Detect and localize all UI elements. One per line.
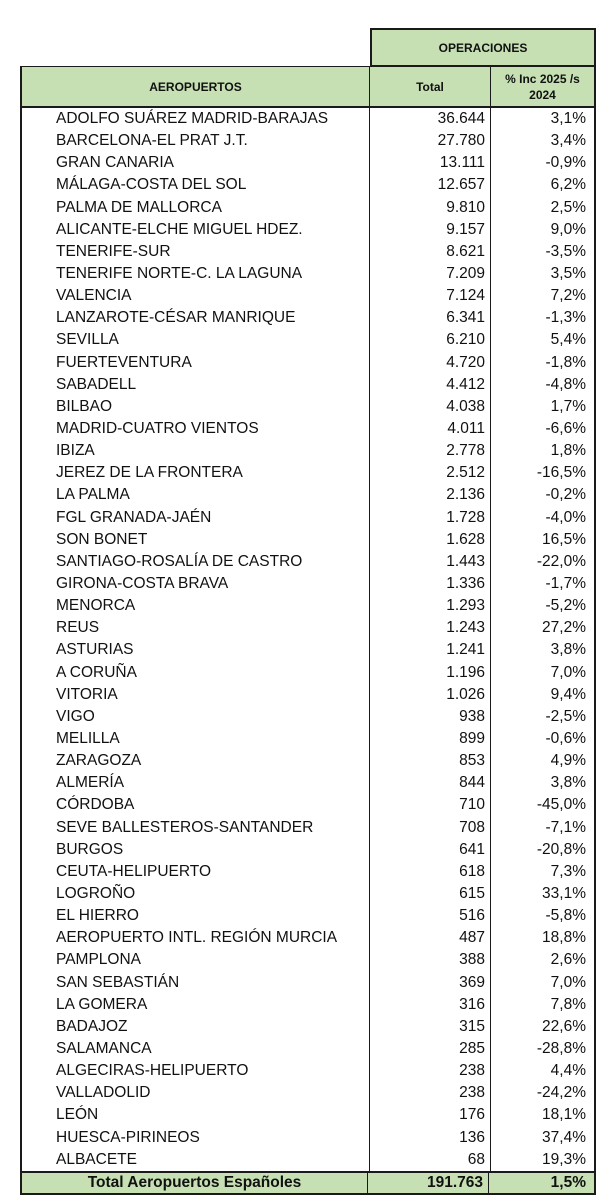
percent-change-cell: 7,0% xyxy=(550,973,586,991)
table-row xyxy=(22,1104,594,1126)
total-cell: 1.336 xyxy=(370,573,491,595)
total-cell: 12.657 xyxy=(370,174,491,196)
percent-change-cell: -0,6% xyxy=(545,730,586,747)
total-cell: 516 xyxy=(370,905,491,927)
table-row xyxy=(22,507,594,529)
total-cell: 2.512 xyxy=(370,462,491,484)
airport-name-cell: ALICANTE-ELCHE MIGUEL HDEZ. xyxy=(22,219,370,241)
airport-name-cell: SANTIAGO-ROSALÍA DE CASTRO xyxy=(22,551,370,573)
airport-name-cell: BILBAO xyxy=(22,396,370,418)
table-row xyxy=(22,108,594,130)
table-row xyxy=(22,529,594,551)
table-row xyxy=(22,750,594,772)
airport-name-cell: LA PALMA xyxy=(22,484,370,506)
total-row-total: 191.763 xyxy=(368,1173,489,1193)
table-row xyxy=(22,197,594,219)
airport-name-cell: SON BONET xyxy=(22,529,370,551)
table-row xyxy=(22,794,594,816)
percent-change-cell: -5,8% xyxy=(545,907,586,925)
column-header-total: Total xyxy=(370,67,491,106)
airport-name-cell: SEVILLA xyxy=(22,329,370,351)
total-cell: 708 xyxy=(370,817,491,839)
airport-name-cell: ALMERÍA xyxy=(22,772,370,794)
percent-change-cell: -22,0% xyxy=(536,552,586,570)
airport-name-cell: TENERIFE NORTE-C. LA LAGUNA xyxy=(22,263,370,285)
airport-name-cell: BARCELONA-EL PRAT J.T. xyxy=(22,130,370,152)
percent-change-cell: 7,0% xyxy=(550,663,586,681)
percent-change-cell: -2,5% xyxy=(545,707,586,725)
airport-name-cell: FGL GRANADA-JAÉN xyxy=(22,507,370,529)
airport-name-cell: MELILLA xyxy=(22,728,370,750)
airport-name-cell: MADRID-CUATRO VIENTOS xyxy=(22,418,370,440)
total-cell: 4.011 xyxy=(370,418,491,440)
airport-name-cell: VALLADOLID xyxy=(22,1082,370,1104)
percent-change-cell: -5,2% xyxy=(545,597,586,615)
table-row xyxy=(22,484,594,506)
percent-change-cell: 9,0% xyxy=(550,220,586,238)
percent-change-cell: 33,1% xyxy=(542,884,586,902)
percent-change-cell: 5,4% xyxy=(550,331,586,349)
airport-name-cell: MÁLAGA-COSTA DEL SOL xyxy=(22,174,370,196)
table-row xyxy=(22,595,594,617)
total-cell: 1.026 xyxy=(370,684,491,706)
total-cell: 7.124 xyxy=(370,285,491,307)
total-cell: 1.196 xyxy=(370,662,491,684)
table-row xyxy=(22,772,594,794)
table-row xyxy=(22,1126,594,1148)
total-cell: 1.241 xyxy=(370,639,491,661)
total-cell: 2.778 xyxy=(370,440,491,462)
percent-change-cell: -0,9% xyxy=(545,154,586,172)
percent-change-cell: 27,2% xyxy=(542,619,586,637)
table-row xyxy=(22,1038,594,1060)
airport-name-cell: JEREZ DE LA FRONTERA xyxy=(22,462,370,484)
airport-name-cell: TENERIFE-SUR xyxy=(22,241,370,263)
total-cell: 4.720 xyxy=(370,352,491,374)
airport-name-cell: VALENCIA xyxy=(22,285,370,307)
airport-name-cell: ALBACETE xyxy=(22,1149,370,1171)
table-body xyxy=(20,108,596,1171)
percent-change-cell: -45,0% xyxy=(536,796,586,814)
total-cell: 938 xyxy=(370,706,491,728)
table-row xyxy=(22,152,594,174)
total-cell: 13.111 xyxy=(370,152,491,174)
total-cell: 2.136 xyxy=(370,484,491,506)
header-spacer xyxy=(20,28,370,66)
table-row xyxy=(22,949,594,971)
percent-change-cell: 1,8% xyxy=(550,442,586,460)
airport-name-cell: SABADELL xyxy=(22,374,370,396)
percent-change-cell: 3,4% xyxy=(550,132,586,150)
percent-change-cell: 6,2% xyxy=(550,176,586,194)
table-row xyxy=(22,374,594,396)
percent-change-cell: 4,4% xyxy=(550,1062,586,1080)
total-cell: 7.209 xyxy=(370,263,491,285)
total-cell: 6.341 xyxy=(370,307,491,329)
total-cell: 27.780 xyxy=(370,130,491,152)
table-row xyxy=(22,706,594,728)
total-cell: 710 xyxy=(370,794,491,816)
table-row xyxy=(22,617,594,639)
total-cell: 6.210 xyxy=(370,329,491,351)
total-cell: 1.293 xyxy=(370,595,491,617)
airport-name-cell: ZARAGOZA xyxy=(22,750,370,772)
percent-change-cell: 19,3% xyxy=(542,1150,586,1168)
table-row xyxy=(22,285,594,307)
airport-name-cell: SALAMANCA xyxy=(22,1038,370,1060)
total-cell: 844 xyxy=(370,772,491,794)
airport-name-cell: VIGO xyxy=(22,706,370,728)
percent-change-cell: -16,5% xyxy=(536,464,586,482)
airport-name-cell: EL HIERRO xyxy=(22,905,370,927)
airport-name-cell: LOGROÑO xyxy=(22,883,370,905)
airport-name-cell: CÓRDOBA xyxy=(22,794,370,816)
percent-change-cell: -24,2% xyxy=(536,1084,586,1102)
table-row xyxy=(22,174,594,196)
total-cell: 9.810 xyxy=(370,197,491,219)
table-row xyxy=(22,1082,594,1104)
table-row xyxy=(22,329,594,351)
table-row xyxy=(22,839,594,861)
airport-name-cell: BURGOS xyxy=(22,839,370,861)
table-row xyxy=(22,396,594,418)
airport-name-cell: VITORIA xyxy=(22,684,370,706)
airport-name-cell: GRAN CANARIA xyxy=(22,152,370,174)
table-row xyxy=(22,263,594,285)
total-cell: 899 xyxy=(370,728,491,750)
table-row xyxy=(22,728,594,750)
operations-group-header: OPERACIONES xyxy=(370,28,596,66)
airport-name-cell: AEROPUERTO INTL. REGIÓN MURCIA xyxy=(22,927,370,949)
percent-change-cell: -1,8% xyxy=(545,353,586,371)
table-row xyxy=(22,1016,594,1038)
table-row xyxy=(22,462,594,484)
percent-change-cell: -3,5% xyxy=(545,242,586,260)
total-cell: 615 xyxy=(370,883,491,905)
total-cell: 388 xyxy=(370,949,491,971)
table-row xyxy=(22,1060,594,1082)
airport-name-cell: SEVE BALLESTEROS-SANTANDER xyxy=(22,817,370,839)
table-row xyxy=(22,905,594,927)
percent-change-cell: -4,0% xyxy=(545,508,586,526)
airport-name-cell: ADOLFO SUÁREZ MADRID-BARAJAS xyxy=(22,108,370,130)
table-row xyxy=(22,927,594,949)
percent-change-cell: 3,5% xyxy=(550,265,586,283)
total-cell: 316 xyxy=(370,994,491,1016)
table-row xyxy=(22,352,594,374)
table-row xyxy=(22,440,594,462)
total-row-label: Total Aeropuertos Españoles xyxy=(22,1173,368,1193)
percent-change-cell: -6,6% xyxy=(545,420,586,438)
airport-name-cell: MENORCA xyxy=(22,595,370,617)
total-row-percent: 1,5% xyxy=(550,1173,586,1191)
table-row xyxy=(22,418,594,440)
percent-change-cell: -20,8% xyxy=(536,840,586,858)
percent-change-cell: -1,3% xyxy=(545,309,586,327)
table-row xyxy=(22,662,594,684)
percent-change-cell: 2,6% xyxy=(550,951,586,969)
table-row xyxy=(22,551,594,573)
table-row xyxy=(22,861,594,883)
percent-change-cell: 3,8% xyxy=(550,774,586,792)
total-cell: 9.157 xyxy=(370,219,491,241)
table-row xyxy=(22,1149,594,1171)
airport-name-cell: PALMA DE MALLORCA xyxy=(22,197,370,219)
percent-change-cell: -4,8% xyxy=(545,375,586,393)
table-row xyxy=(22,817,594,839)
table-row xyxy=(22,994,594,1016)
airport-name-cell: LANZAROTE-CÉSAR MANRIQUE xyxy=(22,307,370,329)
table-row xyxy=(22,130,594,152)
total-cell: 4.412 xyxy=(370,374,491,396)
table-row xyxy=(22,684,594,706)
percent-change-cell: 3,8% xyxy=(550,641,586,659)
total-cell: 1.243 xyxy=(370,617,491,639)
percent-change-cell: -28,8% xyxy=(536,1039,586,1057)
percent-change-cell: 7,3% xyxy=(550,862,586,880)
percent-change-cell: 18,8% xyxy=(542,929,586,947)
table-header-group-row xyxy=(20,28,596,66)
percent-change-cell: 18,1% xyxy=(542,1106,586,1124)
percent-change-cell: 37,4% xyxy=(542,1128,586,1146)
airport-name-cell: ALGECIRAS-HELIPUERTO xyxy=(22,1060,370,1082)
total-cell: 641 xyxy=(370,839,491,861)
total-cell: 285 xyxy=(370,1038,491,1060)
airport-name-cell: IBIZA xyxy=(22,440,370,462)
percent-change-cell: -1,7% xyxy=(545,575,586,593)
percent-change-cell: 4,9% xyxy=(550,752,586,770)
total-cell: 8.621 xyxy=(370,241,491,263)
total-cell: 68 xyxy=(370,1149,491,1171)
airport-name-cell: CEUTA-HELIPUERTO xyxy=(22,861,370,883)
total-cell: 315 xyxy=(370,1016,491,1038)
airport-name-cell: HUESCA-PIRINEOS xyxy=(22,1126,370,1148)
airport-name-cell: LEÓN xyxy=(22,1104,370,1126)
table-row xyxy=(22,241,594,263)
airport-name-cell: LA GOMERA xyxy=(22,994,370,1016)
total-cell: 176 xyxy=(370,1104,491,1126)
airport-operations-table xyxy=(20,28,596,1195)
airport-name-cell: FUERTEVENTURA xyxy=(22,352,370,374)
percent-change-cell: 9,4% xyxy=(550,685,586,703)
total-cell: 369 xyxy=(370,971,491,993)
table-row xyxy=(22,883,594,905)
table-row xyxy=(22,573,594,595)
table-row xyxy=(22,639,594,661)
total-cell: 238 xyxy=(370,1082,491,1104)
airport-name-cell: SAN SEBASTIÁN xyxy=(22,971,370,993)
table-row xyxy=(22,971,594,993)
airport-name-cell: ASTURIAS xyxy=(22,639,370,661)
total-cell: 1.443 xyxy=(370,551,491,573)
column-header-airports: AEROPUERTOS xyxy=(22,67,370,106)
airport-name-cell: REUS xyxy=(22,617,370,639)
airport-name-cell: A CORUÑA xyxy=(22,662,370,684)
column-header-percent-change: % Inc 2025 /s 2024 xyxy=(505,71,580,102)
total-cell: 238 xyxy=(370,1060,491,1082)
percent-change-cell: 7,8% xyxy=(550,995,586,1013)
airport-name-cell: PAMPLONA xyxy=(22,949,370,971)
table-row xyxy=(22,307,594,329)
percent-change-cell: 16,5% xyxy=(542,530,586,548)
percent-change-cell: 1,7% xyxy=(550,397,586,415)
airport-name-cell: GIRONA-COSTA BRAVA xyxy=(22,573,370,595)
percent-change-cell: 2,5% xyxy=(550,198,586,216)
percent-change-cell: 22,6% xyxy=(542,1017,586,1035)
total-cell: 1.628 xyxy=(370,529,491,551)
table-header-row xyxy=(20,66,596,108)
table-total-row xyxy=(20,1171,596,1195)
percent-change-cell: 3,1% xyxy=(550,110,586,128)
percent-change-cell: 7,2% xyxy=(550,287,586,305)
total-cell: 36.644 xyxy=(370,108,491,130)
total-cell: 4.038 xyxy=(370,396,491,418)
percent-change-cell: -0,2% xyxy=(545,486,586,504)
table-row xyxy=(22,219,594,241)
total-cell: 853 xyxy=(370,750,491,772)
total-cell: 1.728 xyxy=(370,507,491,529)
total-cell: 618 xyxy=(370,861,491,883)
total-cell: 487 xyxy=(370,927,491,949)
airport-name-cell: BADAJOZ xyxy=(22,1016,370,1038)
total-cell: 136 xyxy=(370,1126,491,1148)
percent-change-cell: -7,1% xyxy=(545,818,586,836)
